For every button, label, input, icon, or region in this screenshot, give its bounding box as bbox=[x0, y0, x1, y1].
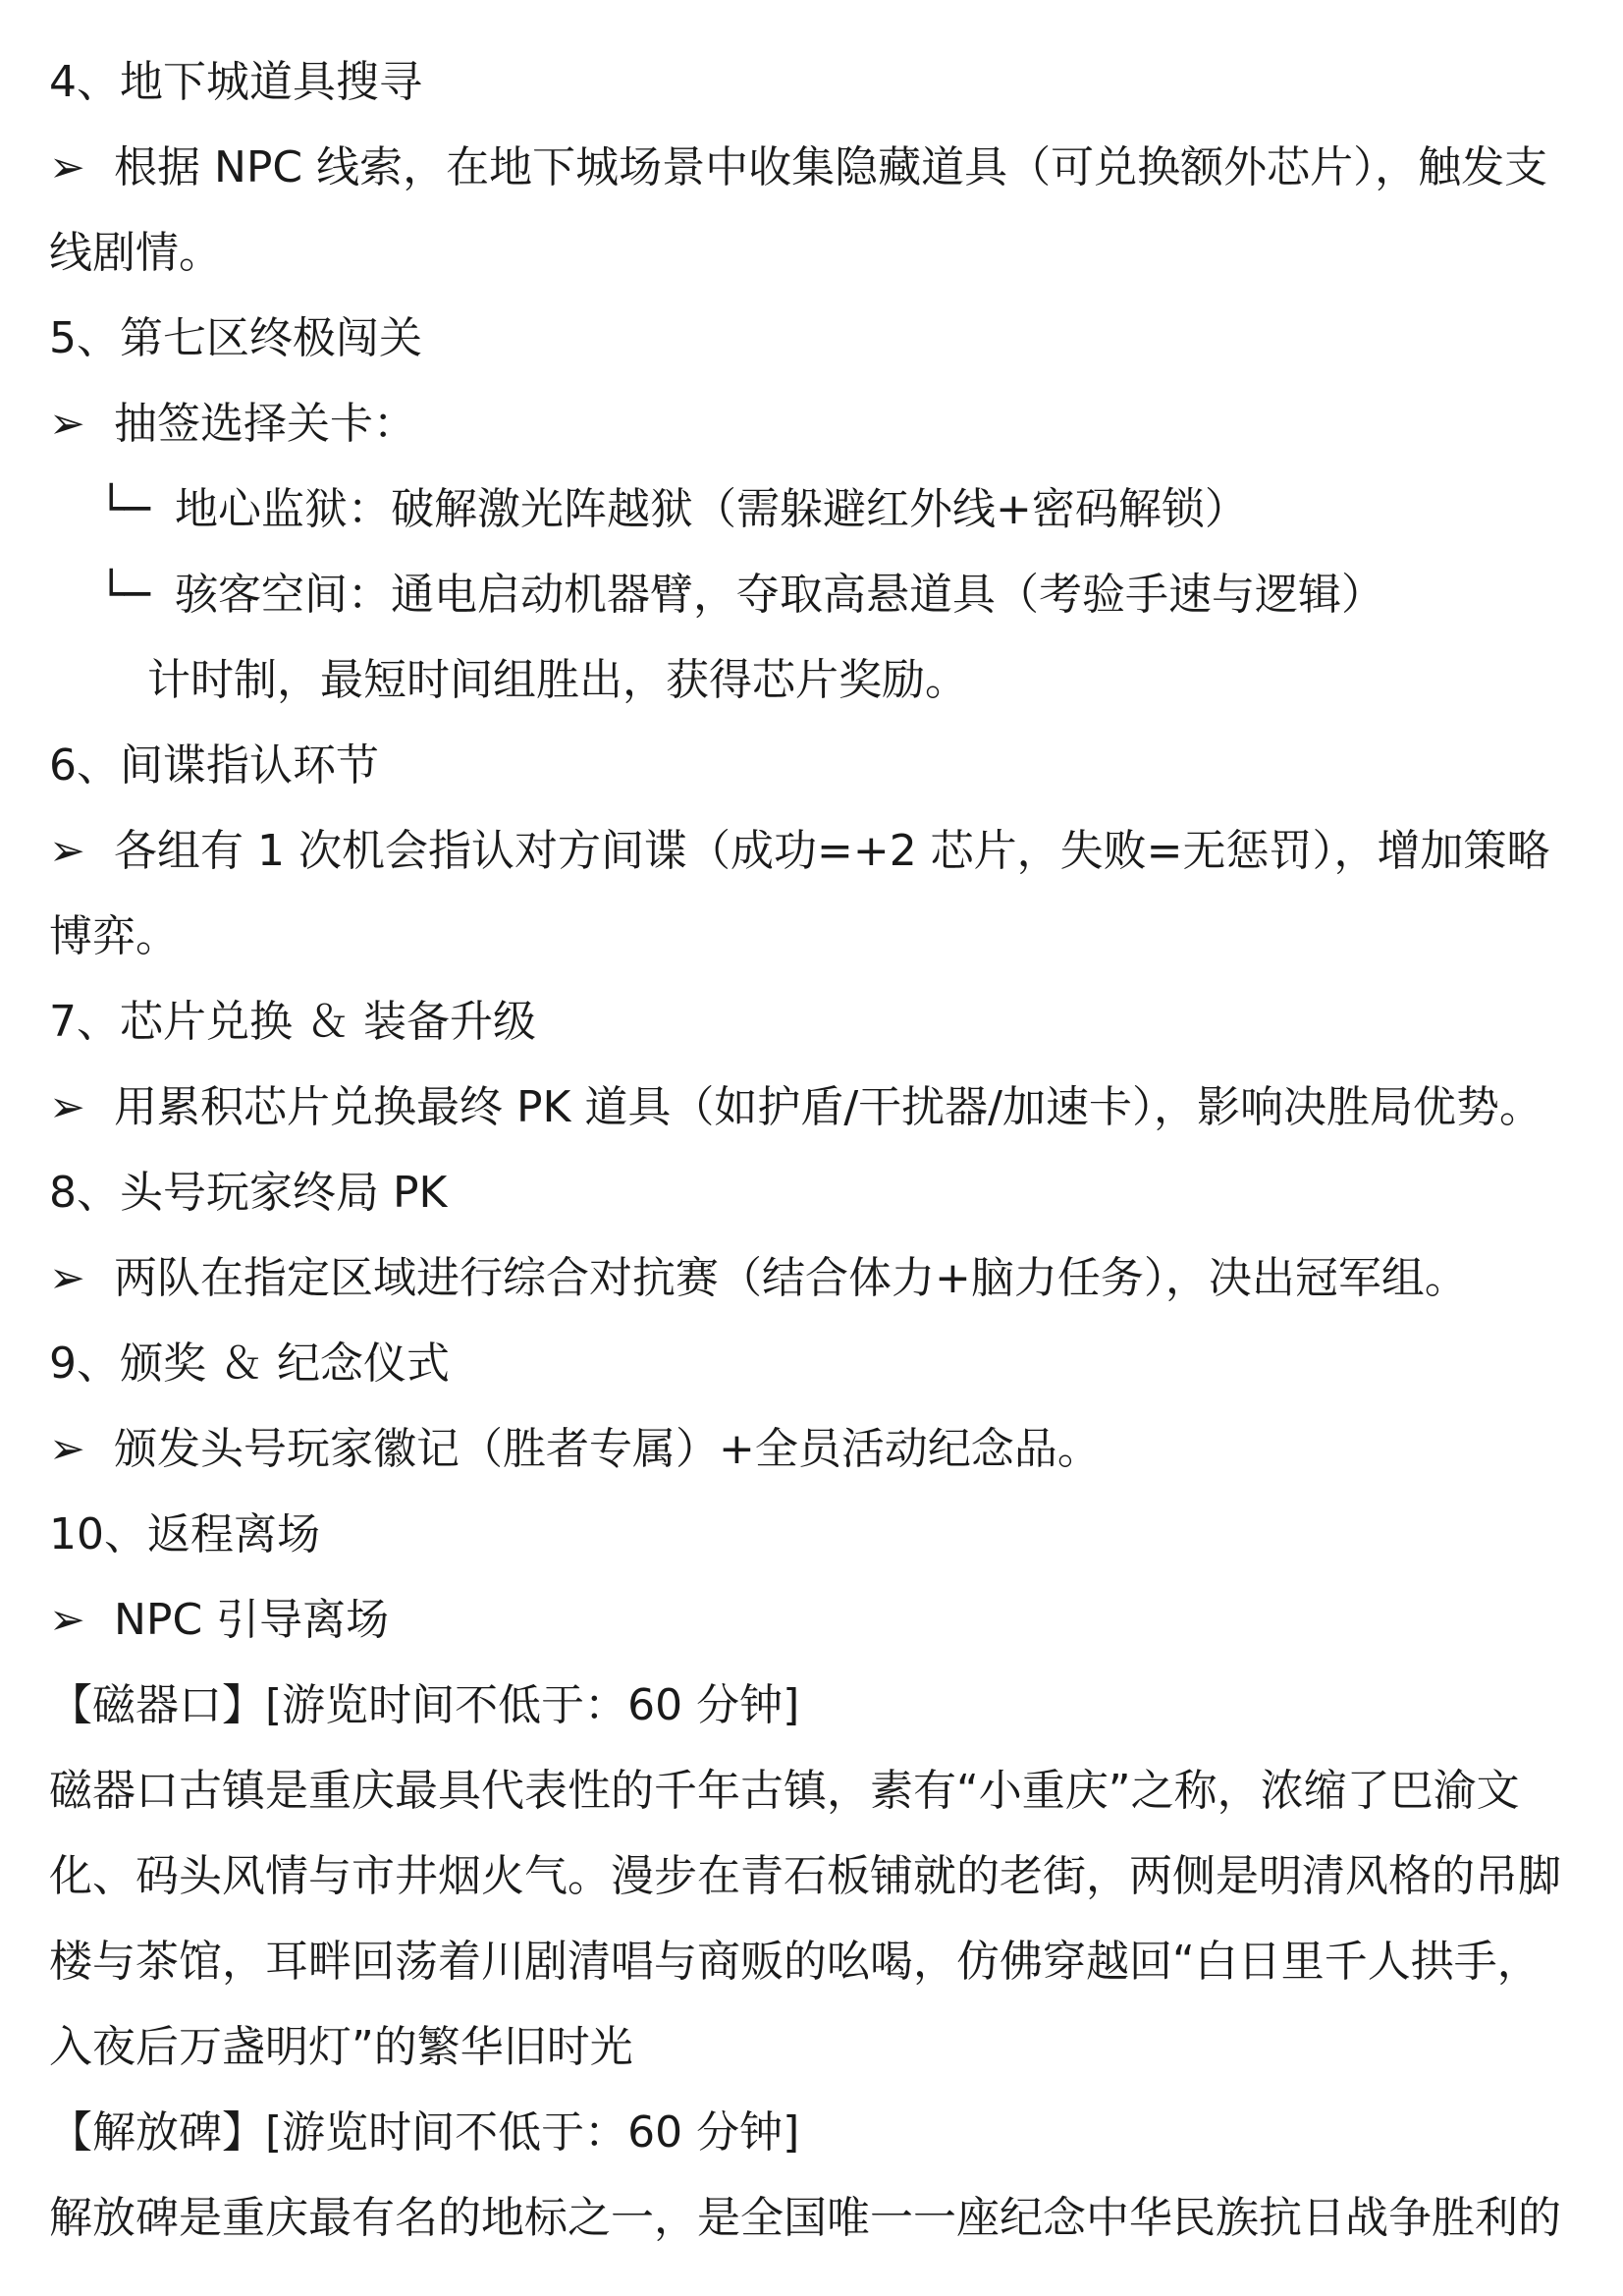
ciqikou-paragraph-line: 楼与茶馆，耳畔回荡着川剧清唱与商贩的吆喝，仿佛穿越回“白日里千人拱手， bbox=[49, 1937, 1541, 1987]
bullet-text: 根据 NPC 线索，在地下城场景中收集隐藏道具（可兑换额外芯片），触发支 bbox=[114, 142, 1548, 192]
arrow-bullet-icon: ➢ bbox=[49, 399, 85, 449]
tree-item-text: 骇客空间：通电启动机器臂，夺取高悬道具（考验手速与逻辑） bbox=[175, 570, 1384, 620]
bullet-text: 用累积芯片兑换最终 PK 道具（如护盾/干扰器/加速卡），影响决胜局优势。 bbox=[114, 1082, 1543, 1132]
ciqikou-paragraph-line: 入夜后万盏明灯”的繁华旧时光 bbox=[49, 2022, 633, 2072]
arrow-bullet-icon: ➢ bbox=[49, 1424, 85, 1474]
arrow-bullet-icon: ➢ bbox=[49, 826, 85, 876]
tree-branch-icon: └─ bbox=[98, 484, 150, 534]
section-5-bullet bbox=[49, 381, 1574, 466]
section-9-bullet bbox=[49, 1406, 1574, 1492]
tree-branch-icon: └─ bbox=[98, 570, 150, 620]
bullet-text: 两队在指定区域进行综合对抗赛（结合体力+脑力任务），决出冠军组。 bbox=[114, 1253, 1468, 1303]
ciqikou-paragraph-line: 磁器口古镇是重庆最具代表性的千年古镇，素有“小重庆”之称，浓缩了巴渝文 bbox=[49, 1766, 1520, 1816]
bullet-text: 各组有 1 次机会指认对方间谍（成功=+2 芯片，失败=无惩罚），增加策略 bbox=[114, 826, 1550, 876]
section-heading-9: 9、颁奖 ＆ 纪念仪式 bbox=[49, 1339, 450, 1389]
section-10-bullet bbox=[49, 1577, 1574, 1663]
section-6-bullet bbox=[49, 808, 1574, 894]
jiefangbei-title: 【解放碑】[游览时间不低于：60 分钟] bbox=[49, 2107, 800, 2158]
section-heading-6: 6、间谍指认环节 bbox=[49, 740, 379, 791]
section-heading-10: 10、返程离场 bbox=[49, 1509, 320, 1559]
arrow-bullet-icon: ➢ bbox=[49, 1253, 85, 1303]
jiefangbei-paragraph-line: 解放碑是重庆最有名的地标之一，是全国唯一一座纪念中华民族抗日战争胜利的 bbox=[49, 2193, 1561, 2243]
bullet-text: 颁发头号玩家徽记（胜者专属）+全员活动纪念品。 bbox=[114, 1424, 1101, 1474]
arrow-bullet-icon: ➢ bbox=[49, 1082, 85, 1132]
bullet-text: NPC 引导离场 bbox=[114, 1595, 390, 1645]
section-heading-8: 8、头号玩家终局 PK bbox=[49, 1168, 448, 1218]
section-5-tree-item-2 bbox=[49, 552, 1574, 637]
section-heading-4: 4、地下城道具搜寻 bbox=[49, 57, 422, 107]
section-6-bullet-continuation: 博弈。 bbox=[49, 911, 179, 961]
section-heading-5: 5、第七区终极闯关 bbox=[49, 313, 422, 363]
ciqikou-paragraph-line: 化、码头风情与市井烟火气。漫步在青石板铺就的老街，两侧是明清风格的吊脚 bbox=[49, 1851, 1561, 1901]
section-4-bullet-continuation: 线剧情。 bbox=[49, 228, 222, 278]
arrow-bullet-icon: ➢ bbox=[49, 1595, 85, 1645]
section-5-note: 计时制，最短时间组胜出，获得芯片奖励。 bbox=[147, 655, 968, 705]
section-heading-7: 7、芯片兑换 ＆ 装备升级 bbox=[49, 997, 536, 1047]
arrow-bullet-icon: ➢ bbox=[49, 142, 85, 192]
ciqikou-title: 【磁器口】[游览时间不低于：60 分钟] bbox=[49, 1680, 800, 1730]
tree-item-text: 地心监狱：破解激光阵越狱（需躲避红外线+密码解锁） bbox=[175, 484, 1248, 534]
section-8-bullet bbox=[49, 1235, 1574, 1321]
section-4-bullet bbox=[49, 125, 1574, 210]
section-7-bullet bbox=[49, 1065, 1574, 1150]
bullet-text: 抽签选择关卡： bbox=[114, 399, 416, 449]
section-5-tree-item-1 bbox=[49, 466, 1574, 552]
